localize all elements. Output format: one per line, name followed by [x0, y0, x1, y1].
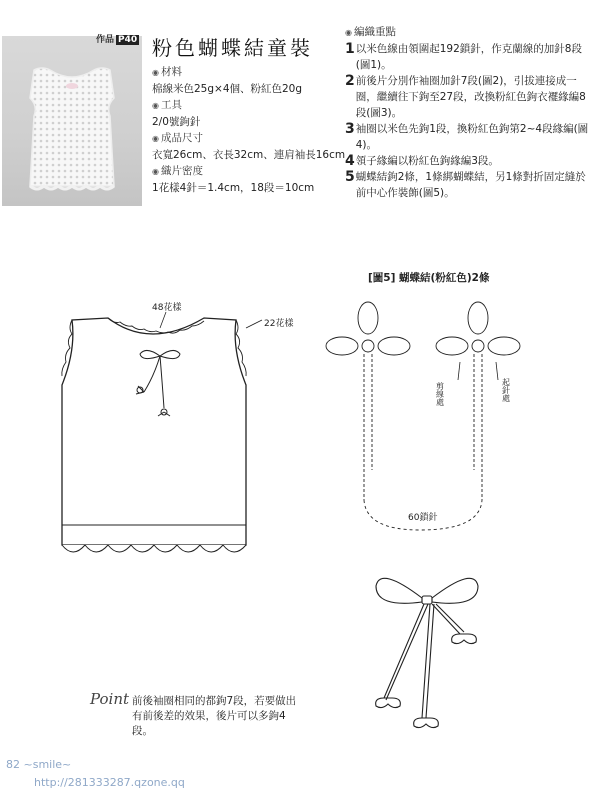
- tail-tip-middle: [414, 718, 439, 728]
- bow-loop-left: [376, 578, 422, 603]
- garment-photo: [2, 36, 142, 206]
- bow-center-left: [362, 340, 374, 352]
- bow-center-right: [472, 340, 484, 352]
- bow-petal-top-left: [358, 302, 378, 334]
- tool-value: 2/0號鉤針: [152, 116, 201, 128]
- crochet-top-photo-illustration: [2, 36, 142, 206]
- spec-list: [152, 64, 352, 196]
- figure5-bow-chart: [320, 290, 590, 540]
- cut-label: 剪線處: [435, 382, 445, 406]
- footer-watermark: [6, 758, 71, 771]
- bow-petal-left-left: [326, 337, 358, 355]
- gauge-heading: ◉ 織片密度: [152, 163, 352, 180]
- knitting-steps: [345, 24, 590, 201]
- start-arrow-icon: [496, 362, 498, 380]
- chest-bow-icon: [136, 350, 180, 416]
- step-item: [345, 41, 590, 73]
- start-label: 起針處: [501, 378, 511, 402]
- tool-heading: ◉ 工具: [152, 97, 352, 114]
- page-number: 82: [6, 758, 20, 771]
- left-armhole-edging: [62, 320, 72, 376]
- right-armhole-edging: [236, 320, 246, 376]
- bow-loop-right: [432, 578, 478, 603]
- tail-tip-left: [376, 698, 401, 708]
- watermark-brand: ~smile~: [23, 758, 72, 771]
- page-title: 粉色蝴蝶結童裝: [152, 36, 313, 60]
- armhole-pattern-label: 22花樣: [264, 319, 294, 329]
- neck-pattern-label: 48花樣: [152, 303, 182, 313]
- bow-knot: [422, 596, 432, 604]
- steps-heading: ◉ 編織重點: [345, 24, 590, 41]
- ribbon-tail-middle: [422, 604, 434, 718]
- chain-label: 60鎖針: [408, 513, 438, 523]
- material-heading: ◉ 材料: [152, 64, 352, 81]
- step-number: 5: [345, 169, 355, 185]
- figure5-label: [圖5] 蝴蝶結(粉紅色)2條: [368, 272, 490, 284]
- material-value: 棉線米色25g×4個、粉紅色20g: [152, 83, 303, 95]
- point-text: 前後袖圈相同的都鉤7段，若要做出有前後差的效果，後片可以多鉤4段。: [132, 695, 297, 737]
- bow-petal-top-right: [468, 302, 488, 334]
- step-text: 以米色線由領圍起192鎖針，作克蘭線的加針8段(圖1)。: [355, 43, 582, 71]
- bow-petal-right-left: [378, 337, 410, 355]
- step-number: 3: [345, 121, 355, 137]
- work-number: P40: [118, 35, 138, 45]
- bow-petal-right-right: [488, 337, 520, 355]
- bow-petal-left-right: [436, 337, 468, 355]
- watermark-url: http://281333287.qzone.qq: [34, 776, 185, 789]
- step-text: 領子緣編以粉紅色鉤緣編3段。: [355, 155, 499, 167]
- step-number: 4: [345, 153, 355, 169]
- step-number: 2: [345, 73, 355, 89]
- step-item: [345, 169, 590, 201]
- step-text: 袖圈以米色先鉤1段，換粉紅色鉤第2~4段緣編(圖4)。: [355, 123, 589, 151]
- ribbon-tail-right: [432, 604, 464, 634]
- step-number: 1: [345, 41, 355, 57]
- step-item: [345, 153, 590, 169]
- work-number-tag: [96, 32, 139, 45]
- step-item: [345, 73, 590, 121]
- work-label: 作品: [96, 35, 115, 45]
- tail-tip-right: [452, 634, 477, 644]
- size-value: 衣寬26cm、衣長32cm、連肩袖長16cm: [152, 149, 346, 161]
- garment-schematic: [0, 290, 300, 590]
- gauge-value: 1花樣4針＝1.4cm，18段＝10cm: [152, 182, 315, 194]
- size-heading: ◉ 成品尺寸: [152, 130, 352, 147]
- finished-bow-illustration: [360, 568, 500, 738]
- ribbon-tail-left: [384, 604, 428, 700]
- step-item: [345, 121, 590, 153]
- point-label: Point: [90, 690, 130, 708]
- step-text: 蝴蝶結鉤2條，1條綁蝴蝶結，另1條對折固定縫於前中心作裝飾(圖5)。: [355, 171, 586, 199]
- step-text: 前後片分別作袖圈加針7段(圖2)，引拔連接成一圈，繼續往下鉤至27段，改換粉紅色鉤衣襬緣編8段(圖3)。: [355, 75, 586, 119]
- cut-arrow-icon: [458, 362, 460, 380]
- hem-scallops: [62, 545, 246, 552]
